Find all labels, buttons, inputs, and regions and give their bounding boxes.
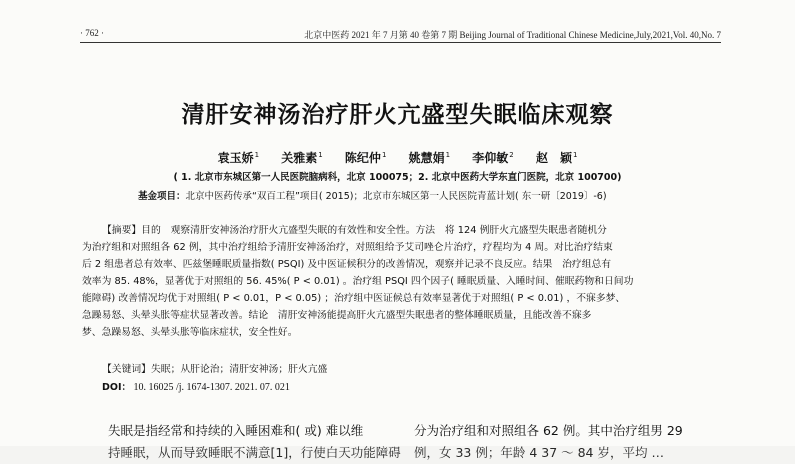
author: 陈纪仲$^1$	[344, 151, 387, 165]
keywords: 【关键词】失眠；从肝论治；清肝安神汤；肝火亢盛	[102, 364, 328, 375]
fund-info	[138, 188, 607, 202]
affiliation: ( 1. 北京市东城区第一人民医院脑病科，北京 100075；2. 北京中医药大学东直门医院，北京 100700)	[173, 172, 622, 183]
abstract-line: 急躁易怒、头晕头胀等症状显著改善。结论 清肝安神汤能提高肝火亢盛型失眠患者的整体睡眠质量，且能改善不寐多	[82, 310, 592, 321]
fund-label: 基金项目：	[138, 191, 186, 202]
doi	[102, 379, 290, 393]
abstract-line: 后 2 组患者总有效率、匹兹堡睡眠质量指数( PSQI) 及中医证候积分的改善情况，观察并记录不良反应。结果 治疗组总有	[82, 259, 612, 270]
author-list	[0, 149, 795, 166]
abstract-line: 为治疗组和对照组各 62 例，其中治疗组给予清肝安神汤治疗，对照组给予艾司唑仑片治疗，疗程均为 4 周。对比治疗结束	[82, 242, 613, 253]
abstract	[82, 222, 722, 341]
fund-text: 北京中医药传承“双百工程”项目( 2015)；北京市东城区第一人民医院青蓝计划( 东一研〔2019〕-6)	[185, 191, 607, 202]
body-line: 分为治疗组和对照组各 62 例。其中治疗组男 29	[414, 423, 683, 438]
body-line: 失眠是指经常和持续的入睡困难和( 或) 难以维	[108, 423, 364, 438]
abstract-line: 能障碍) 改善情况均优于对照组( P < 0.01，P < 0.05) ；治疗组中医证候总有效率显著优于对照组( P < 0.01) ，不寐多梦、	[82, 293, 626, 304]
page-header	[80, 28, 721, 42]
author: 袁玉娇$^1$	[217, 151, 260, 165]
author: 赵 颖$^1$	[535, 151, 578, 165]
article-title: 清肝安神汤治疗肝火亢盛型失眠临床观察	[181, 102, 614, 128]
author: 姚慧娟$^1$	[408, 151, 451, 165]
body-line: 例，女 33 例；年龄 4 37 ～ 84 岁，平均 …	[414, 445, 664, 460]
abstract-line: 【摘要】目的 观察清肝安神汤治疗肝火亢盛型失眠的有效性和安全性。方法 将 124 例肝火亢盛型失眠患者随机分	[102, 225, 607, 236]
abstract-line: 梦、急躁易怒、头晕头胀等临床症状，安全性好。	[82, 327, 298, 338]
author: 关雅素$^1$	[281, 151, 323, 165]
doi-value: 10. 16025 /j. 1674-1307. 2021. 07. 021	[133, 382, 290, 393]
body-column-left	[108, 420, 408, 464]
running-title: 北京中医药 2021 年 7 月第 40 卷第 7 期 Beijing Journal of Traditional Chinese Medicine,July,2021,Vol. 40,No. 7	[304, 30, 721, 40]
header-divider	[80, 42, 721, 43]
body-column-right	[414, 420, 724, 464]
author: 李仰敏$^2$	[472, 151, 514, 165]
page-number: · 762 ·	[80, 28, 104, 38]
abstract-line: 效率为 85. 48%，显著优于对照组的 56. 45%( P < 0.01) 。治疗组 PSQI 四个因子( 睡眠质量、入睡时间、催眠药物和日间功	[82, 276, 634, 287]
doi-label: DOI：	[102, 382, 131, 393]
body-line: 持睡眠，从而导致睡眠不满意[1]，行使白天功能障碍	[108, 445, 401, 460]
